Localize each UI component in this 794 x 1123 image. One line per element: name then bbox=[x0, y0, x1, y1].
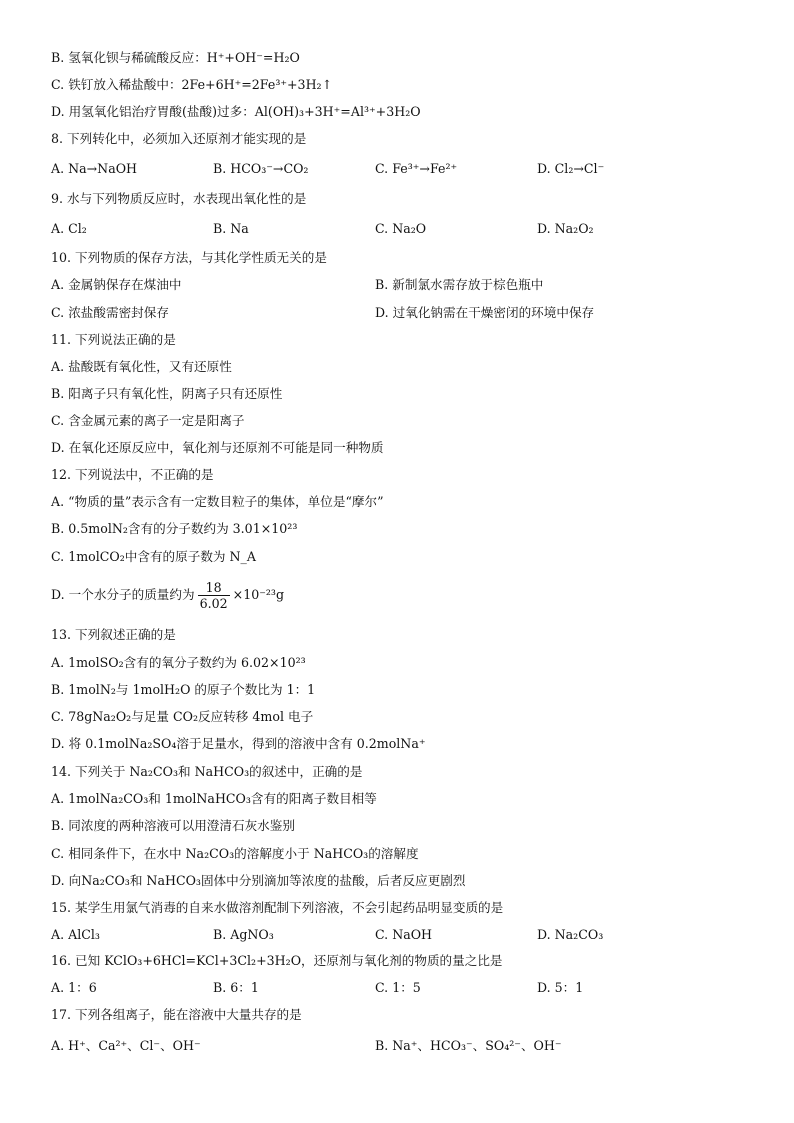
q10-option-a: A. 金属钠保存在煤油中 bbox=[51, 277, 182, 292]
q13-option-d: D. 将 0.1molNa₂SO₄溶于足量水，得到的溶液中含有 0.2molNa⁺ bbox=[51, 736, 426, 751]
q12-option-c: C. 1molCO₂中含有的原子数为 N_A bbox=[51, 549, 256, 564]
q10-option-d: D. 过氧化钠需在干燥密闭的环境中保存 bbox=[375, 305, 595, 320]
q10-stem: 10. 下列物质的保存方法，与其化学性质无关的是 bbox=[51, 250, 327, 265]
q13-option-a: A. 1molSO₂含有的氧分子数约为 6.02×10²³ bbox=[51, 655, 306, 670]
q9-option-c: C. Na₂O bbox=[375, 221, 427, 236]
q13-option-c: C. 78gNa₂O₂与足量 CO₂反应转移 4mol 电子 bbox=[51, 709, 314, 724]
q12-option-a: A. “物质的量”表示含有一定数目粒子的集体，单位是“摩尔” bbox=[51, 494, 384, 509]
q16-option-d: D. 5：1 bbox=[537, 980, 584, 995]
q8-option-b: B. HCO₃⁻→CO₂ bbox=[213, 161, 309, 176]
q12-option-d-text: D. 一个水分子的质量约为 bbox=[51, 587, 195, 602]
q13-option-b: B. 1molN₂与 1molH₂O 的原子个数比为 1：1 bbox=[51, 682, 316, 697]
q10-option-c: C. 浓盐酸需密封保存 bbox=[51, 305, 169, 320]
q16-option-c: C. 1：5 bbox=[375, 980, 421, 995]
q17-option-a: A. H⁺、Ca²⁺、Cl⁻、OH⁻ bbox=[51, 1038, 201, 1053]
q7-option-b: B. 氢氧化钡与稀硫酸反应：H⁺+OH⁻=H₂O bbox=[51, 50, 300, 65]
q11-stem: 11. 下列说法正确的是 bbox=[51, 332, 176, 347]
q12-stem: 12. 下列说法中，不正确的是 bbox=[51, 467, 214, 482]
q7-option-d: D. 用氢氧化铝治疗胃酸(盐酸)过多：Al(OH)₃+3H⁺=Al³⁺+3H₂O bbox=[51, 104, 421, 119]
q12-option-d-unit: ×10⁻²³g bbox=[232, 587, 285, 602]
q11-option-a: A. 盐酸既有氧化性，又有还原性 bbox=[51, 359, 232, 374]
q8-option-a: A. Na→NaOH bbox=[51, 161, 138, 176]
q15-option-d: D. Na₂CO₃ bbox=[537, 927, 604, 942]
q14-option-b: B. 同浓度的两种溶液可以用澄清石灰水鉴别 bbox=[51, 818, 295, 833]
q14-option-d: D. 向Na₂CO₃和 NaHCO₃固体中分别滴加等浓度的盐酸，后者反应更剧烈 bbox=[51, 873, 466, 888]
q8-option-d: D. Cl₂→Cl⁻ bbox=[537, 161, 605, 176]
q15-stem: 15. 某学生用氯气消毒的自来水做溶剂配制下列溶液，不会引起药品明显变质的是 bbox=[51, 900, 504, 915]
q7-option-c: C. 铁钉放入稀盐酸中：2Fe+6H⁺=2Fe³⁺+3H₂↑ bbox=[51, 77, 333, 92]
q8-option-c: C. Fe³⁺→Fe²⁺ bbox=[375, 161, 458, 176]
q11-option-b: B. 阳离子只有氧化性，阴离子只有还原性 bbox=[51, 386, 283, 401]
q9-stem: 9. 水与下列物质反应时，水表现出氧化性的是 bbox=[51, 191, 307, 206]
q11-option-c: C. 含金属元素的离子一定是阳离子 bbox=[51, 413, 245, 428]
q14-option-a: A. 1molNa₂CO₃和 1molNaHCO₃含有的阳离子数目相等 bbox=[51, 791, 377, 806]
q14-stem: 14. 下列关于 Na₂CO₃和 NaHCO₃的叙述中，正确的是 bbox=[51, 764, 363, 779]
q15-option-b: B. AgNO₃ bbox=[213, 927, 274, 942]
q8-stem: 8. 下列转化中，必须加入还原剂才能实现的是 bbox=[51, 131, 307, 146]
q9-option-d: D. Na₂O₂ bbox=[537, 221, 594, 236]
fraction-denominator: 6.02 bbox=[199, 596, 228, 611]
q17-stem: 17. 下列各组离子，能在溶液中大量共存的是 bbox=[51, 1007, 302, 1022]
q16-stem: 16. 已知 KClO₃+6HCl=KCl+3Cl₂+3H₂O，还原剂与氧化剂的物质的量之比是 bbox=[51, 953, 503, 968]
q9-option-b: B. Na bbox=[213, 221, 249, 236]
q12-option-d bbox=[51, 578, 284, 612]
fraction-numerator: 18 bbox=[198, 580, 230, 596]
q14-option-c: C. 相同条件下，在水中 Na₂CO₃的溶解度小于 NaHCO₃的溶解度 bbox=[51, 846, 419, 861]
q10-option-b: B. 新制氯水需存放于棕色瓶中 bbox=[375, 277, 544, 292]
q15-option-a: A. AlCl₃ bbox=[51, 927, 100, 942]
q13-stem: 13. 下列叙述正确的是 bbox=[51, 627, 176, 642]
q12-option-d-fraction bbox=[198, 580, 230, 611]
q17-option-b: B. Na⁺、HCO₃⁻、SO₄²⁻、OH⁻ bbox=[375, 1038, 562, 1053]
q9-option-a: A. Cl₂ bbox=[51, 221, 87, 236]
q12-option-b: B. 0.5molN₂含有的分子数约为 3.01×10²³ bbox=[51, 521, 298, 536]
q15-option-c: C. NaOH bbox=[375, 927, 433, 942]
q16-option-b: B. 6：1 bbox=[213, 980, 259, 995]
q16-option-a: A. 1：6 bbox=[51, 980, 97, 995]
q11-option-d: D. 在氧化还原反应中，氧化剂与还原剂不可能是同一种物质 bbox=[51, 440, 384, 455]
